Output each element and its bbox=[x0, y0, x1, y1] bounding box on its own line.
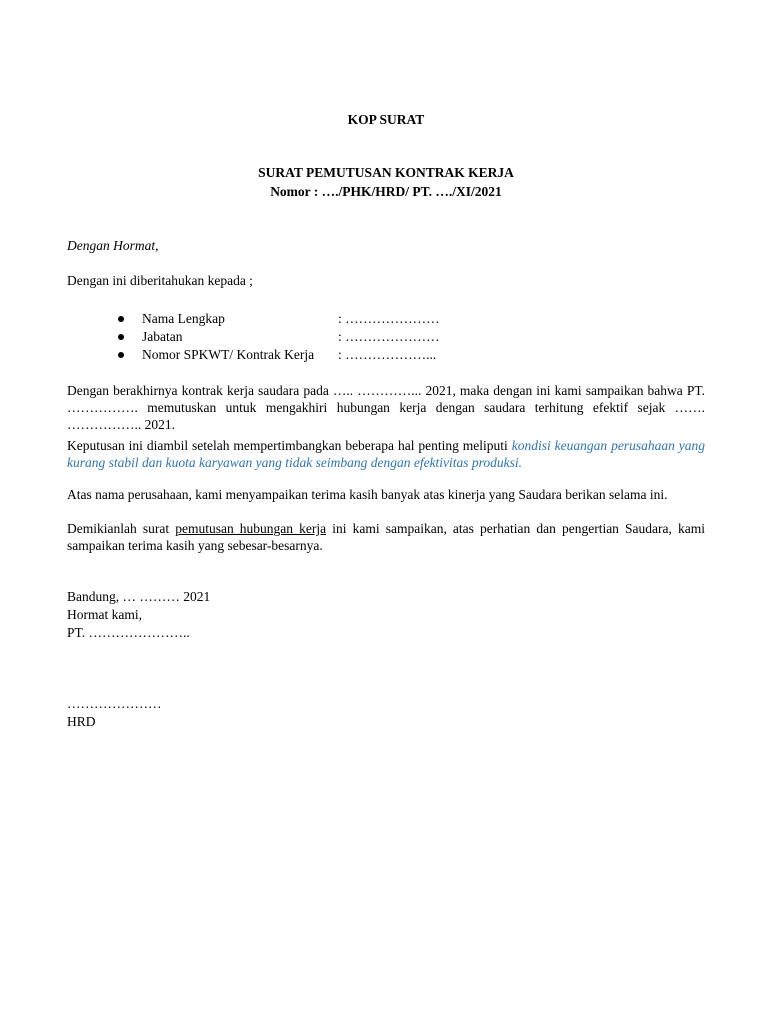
bullet-icon bbox=[118, 316, 124, 322]
company-line: PT. ………………….. bbox=[67, 625, 190, 640]
letter-number: Nomor : …./PHK/HRD/ PT. …./XI/2021 bbox=[270, 184, 502, 199]
bullet-icon bbox=[118, 334, 124, 340]
closing-start: Demikianlah surat bbox=[67, 521, 176, 536]
regards: Hormat kami, bbox=[67, 607, 142, 622]
salutation bbox=[67, 238, 159, 254]
signature-role: HRD bbox=[67, 714, 96, 729]
salutation-comma: , bbox=[155, 238, 159, 253]
intro-line: Dengan ini diberitahukan kepada ; bbox=[67, 273, 253, 288]
field-value: : ………………... bbox=[338, 347, 437, 362]
bullet-icon bbox=[118, 352, 124, 358]
paragraph-termination: Dengan berakhirnya kontrak kerja saudara pada ….. …………... 2021, maka dengan ini kami sampaikan bahwa PT. ……………. memutuskan untuk mengakhiri hubungan kerja dengan saudara terhitung efektif sejak ……. …………….. 2021. bbox=[67, 383, 705, 432]
field-value: : ………………… bbox=[338, 311, 440, 326]
salutation-text: Dengan Hormat bbox=[67, 238, 156, 253]
field-label: Nomor SPKWT/ Kontrak Kerja bbox=[142, 347, 315, 362]
paragraph-thanks: Atas nama perusahaan, kami menyampaikan terima kasih banyak atas kinerja yang Saudara berikan selama ini. bbox=[67, 487, 668, 502]
paragraph-closing bbox=[67, 520, 705, 554]
letter-title: SURAT PEMUTUSAN KONTRAK KERJA bbox=[258, 165, 514, 180]
place-date: Bandung, … ……… 2021 bbox=[67, 589, 211, 604]
reason-highlight: kondisi keuangan perusahaan yang kurang stabil dan kuota karyawan yang tidak seimbang dengan efektivitas produksi. bbox=[67, 438, 705, 470]
reason-intro: Keputusan ini diambil setelah mempertimbangkan beberapa hal penting meliputi bbox=[67, 438, 512, 453]
field-value: : ………………… bbox=[338, 329, 440, 344]
field-label: Jabatan bbox=[142, 329, 183, 344]
signature-dots: ………………… bbox=[67, 696, 162, 711]
field-label: Nama Lengkap bbox=[142, 311, 225, 326]
phk-link[interactable]: pemutusan hubungan kerja bbox=[175, 521, 327, 536]
letterhead: KOP SURAT bbox=[347, 112, 425, 127]
closing-end: ini kami sampaikan, atas perhatian dan pengertian Saudara, kami sampaikan terima kasih yang sebesar-besarnya. bbox=[67, 521, 705, 553]
paragraph-reason bbox=[67, 437, 705, 471]
